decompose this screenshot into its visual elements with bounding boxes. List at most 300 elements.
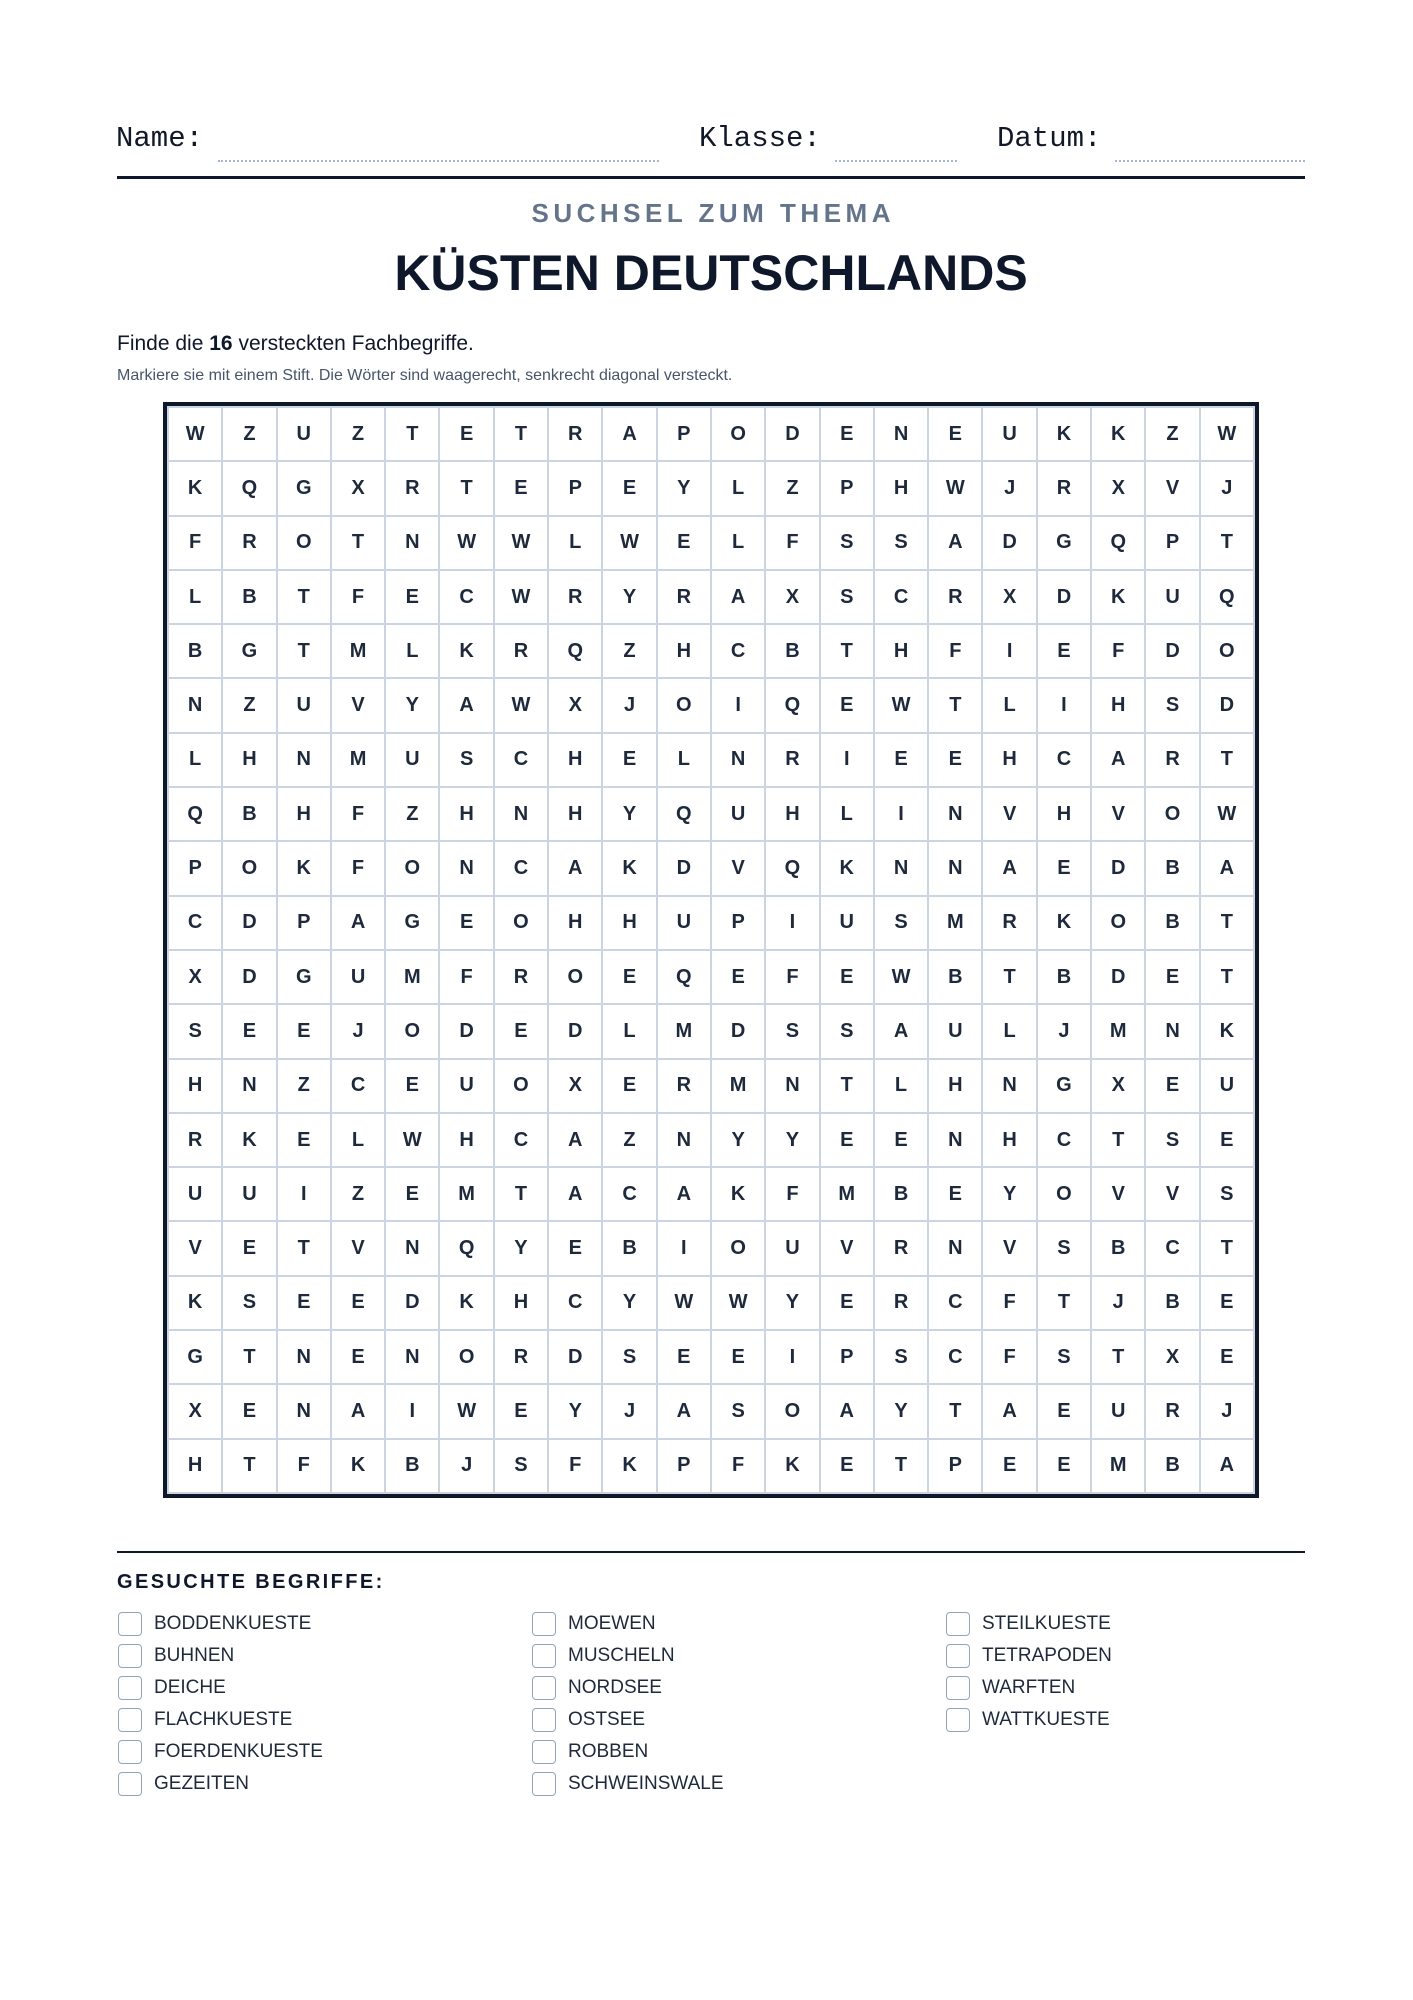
- grid-cell: B: [1038, 951, 1090, 1003]
- grid-cell: N: [929, 1114, 981, 1166]
- grid-cell: E: [1038, 842, 1090, 894]
- name-field[interactable]: [218, 158, 659, 162]
- word-label: MOEWEN: [568, 1613, 656, 1634]
- grid-cell: J: [1038, 1005, 1090, 1057]
- grid-cell: N: [929, 1222, 981, 1274]
- grid-cell: O: [386, 1005, 438, 1057]
- grid-cell: I: [712, 679, 764, 731]
- grid-cell: I: [658, 1222, 710, 1274]
- grid-cell: R: [983, 897, 1035, 949]
- grid-cell: A: [549, 1168, 601, 1220]
- grid-cell: E: [875, 1114, 927, 1166]
- word-list-divider: [117, 1551, 1305, 1553]
- grid-cell: H: [766, 788, 818, 840]
- grid-cell: D: [386, 1277, 438, 1329]
- word-list-item: [945, 1608, 1359, 1640]
- grid-cell: Y: [875, 1385, 927, 1437]
- grid-cell: I: [766, 1331, 818, 1383]
- grid-cell: H: [549, 897, 601, 949]
- grid-cell: S: [875, 897, 927, 949]
- grid-cell: H: [549, 734, 601, 786]
- grid-cell: A: [658, 1168, 710, 1220]
- grid-cell: T: [495, 1168, 547, 1220]
- grid-cell: M: [332, 625, 384, 677]
- word-label: GEZEITEN: [154, 1773, 250, 1794]
- grid-cell: C: [875, 571, 927, 623]
- grid-cell: H: [929, 1060, 981, 1112]
- word-checkbox[interactable]: [118, 1676, 142, 1700]
- grid-cell: M: [658, 1005, 710, 1057]
- grid-cell: L: [658, 734, 710, 786]
- grid-cell: W: [440, 517, 492, 569]
- word-list-item: [117, 1704, 531, 1736]
- grid-cell: Y: [766, 1277, 818, 1329]
- grid-cell: L: [983, 679, 1035, 731]
- word-checkbox[interactable]: [532, 1740, 556, 1764]
- grid-cell: X: [169, 951, 221, 1003]
- grid-cell: H: [983, 734, 1035, 786]
- grid-cell: Y: [495, 1222, 547, 1274]
- grid-cell: F: [169, 517, 221, 569]
- grid-cell: Y: [712, 1114, 764, 1166]
- grid-cell: F: [1092, 625, 1144, 677]
- grid-cell: F: [929, 625, 981, 677]
- word-label: FLACHKUESTE: [154, 1709, 293, 1730]
- grid-cell: S: [1038, 1222, 1090, 1274]
- grid-cell: L: [712, 517, 764, 569]
- grid-cell: N: [983, 1060, 1035, 1112]
- word-checkbox[interactable]: [118, 1740, 142, 1764]
- name-label: Name:: [116, 122, 204, 155]
- grid-cell: J: [1201, 1385, 1253, 1437]
- grid-cell: T: [386, 408, 438, 460]
- word-list-item: [117, 1672, 531, 1704]
- grid-cell: N: [929, 842, 981, 894]
- grid-cell: B: [223, 788, 275, 840]
- grid-cell: W: [1201, 788, 1253, 840]
- grid-cell: Q: [766, 842, 818, 894]
- grid-cell: S: [223, 1277, 275, 1329]
- grid-cell: U: [278, 408, 330, 460]
- word-checkbox[interactable]: [946, 1676, 970, 1700]
- grid-cell: E: [332, 1277, 384, 1329]
- grid-cell: T: [1201, 517, 1253, 569]
- grid-cell: K: [1038, 408, 1090, 460]
- grid-cell: M: [929, 897, 981, 949]
- word-label: STEILKUESTE: [982, 1613, 1111, 1634]
- grid-cell: D: [1092, 951, 1144, 1003]
- grid-cell: V: [169, 1222, 221, 1274]
- grid-cell: N: [875, 408, 927, 460]
- grid-cell: B: [169, 625, 221, 677]
- word-list-heading: GESUCHTE BEGRIFFE:: [117, 1571, 385, 1593]
- grid-cell: S: [1038, 1331, 1090, 1383]
- grid-cell: E: [821, 679, 873, 731]
- grid-cell: L: [983, 1005, 1035, 1057]
- grid-cell: O: [658, 679, 710, 731]
- grid-cell: J: [1092, 1277, 1144, 1329]
- grid-cell: A: [1201, 1440, 1253, 1492]
- date-label: Datum:: [997, 122, 1102, 155]
- grid-cell: T: [983, 951, 1035, 1003]
- grid-cell: C: [332, 1060, 384, 1112]
- grid-cell: I: [983, 625, 1035, 677]
- word-checkbox[interactable]: [946, 1708, 970, 1732]
- grid-cell: E: [278, 1114, 330, 1166]
- grid-cell: H: [875, 625, 927, 677]
- grid-cell: G: [278, 462, 330, 514]
- instructions-hint: Markiere sie mit einem Stift. Die Wörter sind waagerecht, senkrecht diagonal versteckt.: [117, 367, 733, 384]
- grid-cell: A: [549, 1114, 601, 1166]
- grid-cell: T: [1201, 951, 1253, 1003]
- grid-cell: C: [929, 1331, 981, 1383]
- grid-cell: N: [386, 1331, 438, 1383]
- grid-cell: D: [223, 897, 275, 949]
- grid-cell: Q: [1092, 517, 1144, 569]
- word-list-item: [531, 1704, 945, 1736]
- grid-cell: E: [821, 1440, 873, 1492]
- grid-cell: I: [766, 897, 818, 949]
- grid-cell: H: [440, 1114, 492, 1166]
- grid-cell: T: [1092, 1114, 1144, 1166]
- grid-cell: E: [603, 462, 655, 514]
- grid-cell: E: [332, 1331, 384, 1383]
- grid-cell: U: [169, 1168, 221, 1220]
- grid-cell: R: [386, 462, 438, 514]
- grid-cell: T: [1092, 1331, 1144, 1383]
- grid-cell: Z: [766, 462, 818, 514]
- grid-cell: D: [549, 1331, 601, 1383]
- grid-cell: E: [278, 1277, 330, 1329]
- grid-cell: X: [1092, 462, 1144, 514]
- grid-cell: G: [386, 897, 438, 949]
- grid-cell: O: [495, 897, 547, 949]
- grid-cell: H: [1038, 788, 1090, 840]
- grid-cell: E: [278, 1005, 330, 1057]
- word-checkbox[interactable]: [118, 1708, 142, 1732]
- grid-cell: B: [1146, 897, 1198, 949]
- grid-cell: R: [549, 408, 601, 460]
- grid-cell: K: [332, 1440, 384, 1492]
- grid-cell: I: [821, 734, 873, 786]
- grid-cell: R: [495, 951, 547, 1003]
- grid-cell: Q: [658, 951, 710, 1003]
- grid-cell: Y: [983, 1168, 1035, 1220]
- word-label: TETRAPODEN: [982, 1645, 1112, 1666]
- grid-cell: E: [603, 951, 655, 1003]
- grid-cell: A: [1092, 734, 1144, 786]
- grid-cell: N: [169, 679, 221, 731]
- grid-cell: K: [169, 1277, 221, 1329]
- grid-cell: B: [1146, 842, 1198, 894]
- grid-cell: Y: [549, 1385, 601, 1437]
- grid-cell: H: [983, 1114, 1035, 1166]
- grid-cell: Y: [603, 571, 655, 623]
- word-list-item: [117, 1608, 531, 1640]
- grid-cell: I: [875, 788, 927, 840]
- grid-cell: D: [549, 1005, 601, 1057]
- grid-cell: K: [440, 1277, 492, 1329]
- grid-cell: W: [440, 1385, 492, 1437]
- grid-cell: L: [821, 788, 873, 840]
- grid-cell: A: [332, 897, 384, 949]
- grid-cell: U: [712, 788, 764, 840]
- word-checkbox[interactable]: [532, 1772, 556, 1796]
- grid-cell: W: [386, 1114, 438, 1166]
- grid-cell: R: [1038, 462, 1090, 514]
- grid-cell: D: [440, 1005, 492, 1057]
- grid-cell: R: [1146, 734, 1198, 786]
- grid-cell: U: [1092, 1385, 1144, 1437]
- grid-cell: E: [386, 1060, 438, 1112]
- word-list-item: [945, 1704, 1359, 1736]
- grid-cell: K: [169, 462, 221, 514]
- grid-cell: A: [712, 571, 764, 623]
- grid-cell: S: [875, 517, 927, 569]
- grid-cell: E: [929, 1168, 981, 1220]
- word-list-item: [117, 1768, 531, 1800]
- grid-cell: F: [766, 951, 818, 1003]
- grid-cell: K: [1201, 1005, 1253, 1057]
- grid-cell: O: [712, 408, 764, 460]
- grid-cell: T: [223, 1331, 275, 1383]
- grid-cell: C: [169, 897, 221, 949]
- grid-cell: G: [278, 951, 330, 1003]
- grid-cell: C: [1146, 1222, 1198, 1274]
- grid-cell: C: [929, 1277, 981, 1329]
- grid-cell: Z: [1146, 408, 1198, 460]
- word-list-item: [945, 1640, 1359, 1672]
- grid-cell: F: [549, 1440, 601, 1492]
- grid-cell: E: [495, 462, 547, 514]
- grid-cell: R: [658, 571, 710, 623]
- grid-cell: F: [983, 1331, 1035, 1383]
- grid-cell: A: [603, 408, 655, 460]
- word-checkbox[interactable]: [118, 1612, 142, 1636]
- header-divider: [117, 176, 1305, 179]
- grid-cell: N: [440, 842, 492, 894]
- grid-cell: N: [278, 1331, 330, 1383]
- grid-cell: T: [332, 517, 384, 569]
- grid-cell: E: [223, 1385, 275, 1437]
- grid-cell: X: [1146, 1331, 1198, 1383]
- grid-cell: N: [658, 1114, 710, 1166]
- grid-cell: D: [1146, 625, 1198, 677]
- word-list-item: [531, 1608, 945, 1640]
- grid-cell: S: [766, 1005, 818, 1057]
- grid-cell: K: [821, 842, 873, 894]
- grid-cell: J: [983, 462, 1035, 514]
- grid-cell: E: [821, 1114, 873, 1166]
- class-label: Klasse:: [699, 122, 821, 155]
- grid-cell: B: [1092, 1222, 1144, 1274]
- word-list-item: [945, 1672, 1359, 1704]
- grid-cell: B: [603, 1222, 655, 1274]
- grid-cell: W: [658, 1277, 710, 1329]
- grid-cell: E: [223, 1005, 275, 1057]
- grid-cell: M: [332, 734, 384, 786]
- grid-cell: D: [658, 842, 710, 894]
- grid-cell: T: [929, 679, 981, 731]
- word-list-item: [117, 1736, 531, 1768]
- grid-cell: E: [1201, 1114, 1253, 1166]
- grid-cell: N: [712, 734, 764, 786]
- grid-cell: H: [875, 462, 927, 514]
- grid-cell: D: [1092, 842, 1144, 894]
- grid-cell: E: [549, 1222, 601, 1274]
- grid-cell: E: [603, 1060, 655, 1112]
- grid-cell: A: [658, 1385, 710, 1437]
- grid-cell: E: [1146, 951, 1198, 1003]
- grid-cell: O: [766, 1385, 818, 1437]
- grid-cell: H: [549, 788, 601, 840]
- grid-cell: A: [875, 1005, 927, 1057]
- word-checkbox[interactable]: [118, 1644, 142, 1668]
- word-checkbox[interactable]: [946, 1612, 970, 1636]
- grid-cell: E: [1038, 1385, 1090, 1437]
- word-checkbox[interactable]: [118, 1772, 142, 1796]
- grid-cell: H: [169, 1060, 221, 1112]
- word-checkbox[interactable]: [532, 1708, 556, 1732]
- word-list-item: [531, 1640, 945, 1672]
- grid-cell: W: [495, 517, 547, 569]
- grid-cell: E: [929, 734, 981, 786]
- grid-cell: I: [1038, 679, 1090, 731]
- grid-cell: O: [440, 1331, 492, 1383]
- word-checkbox[interactable]: [532, 1644, 556, 1668]
- grid-cell: W: [712, 1277, 764, 1329]
- grid-cell: J: [1201, 462, 1253, 514]
- grid-cell: E: [440, 897, 492, 949]
- grid-cell: S: [1146, 1114, 1198, 1166]
- grid-cell: M: [440, 1168, 492, 1220]
- grid-cell: N: [766, 1060, 818, 1112]
- worksheet-subtitle: SUCHSEL ZUM THEMA: [531, 198, 895, 228]
- grid-cell: E: [1201, 1277, 1253, 1329]
- grid-cell: C: [712, 625, 764, 677]
- date-field[interactable]: [1115, 158, 1305, 162]
- grid-cell: H: [658, 625, 710, 677]
- class-field[interactable]: [835, 158, 957, 162]
- word-label: WARFTEN: [982, 1677, 1076, 1698]
- grid-cell: Q: [169, 788, 221, 840]
- instructions-intro: [117, 331, 474, 357]
- grid-cell: T: [1038, 1277, 1090, 1329]
- grid-cell: V: [1092, 1168, 1144, 1220]
- grid-cell: S: [603, 1331, 655, 1383]
- grid-cell: E: [821, 1277, 873, 1329]
- grid-cell: B: [766, 625, 818, 677]
- word-label: ROBBEN: [568, 1741, 649, 1762]
- grid-cell: Y: [766, 1114, 818, 1166]
- grid-cell: D: [766, 408, 818, 460]
- grid-cell: A: [549, 842, 601, 894]
- grid-cell: S: [169, 1005, 221, 1057]
- grid-cell: E: [1038, 625, 1090, 677]
- grid-cell: S: [821, 1005, 873, 1057]
- grid-cell: E: [875, 734, 927, 786]
- grid-cell: R: [875, 1277, 927, 1329]
- grid-cell: X: [1092, 1060, 1144, 1112]
- grid-cell: J: [440, 1440, 492, 1492]
- grid-cell: R: [495, 1331, 547, 1383]
- grid-cell: X: [169, 1385, 221, 1437]
- word-checkbox[interactable]: [532, 1612, 556, 1636]
- grid-cell: P: [821, 462, 873, 514]
- grid-cell: T: [821, 625, 873, 677]
- grid-cell: G: [223, 625, 275, 677]
- grid-cell: F: [983, 1277, 1035, 1329]
- word-list-item: [531, 1768, 945, 1800]
- word-checkbox[interactable]: [532, 1676, 556, 1700]
- grid-cell: U: [983, 408, 1035, 460]
- grid-cell: E: [440, 408, 492, 460]
- grid-cell: E: [495, 1385, 547, 1437]
- grid-cell: Y: [603, 788, 655, 840]
- grid-cell: W: [495, 571, 547, 623]
- grid-cell: W: [603, 517, 655, 569]
- grid-cell: S: [821, 517, 873, 569]
- grid-cell: O: [1146, 788, 1198, 840]
- grid-cell: V: [1092, 788, 1144, 840]
- grid-cell: D: [983, 517, 1035, 569]
- grid-cell: U: [332, 951, 384, 1003]
- grid-cell: E: [983, 1440, 1035, 1492]
- word-list-item: [531, 1672, 945, 1704]
- word-list-item: [531, 1736, 945, 1768]
- grid-cell: T: [875, 1440, 927, 1492]
- grid-cell: Y: [658, 462, 710, 514]
- grid-cell: P: [929, 1440, 981, 1492]
- grid-cell: U: [1146, 571, 1198, 623]
- grid-cell: D: [1038, 571, 1090, 623]
- grid-cell: K: [1092, 408, 1144, 460]
- grid-cell: K: [712, 1168, 764, 1220]
- grid-cell: A: [983, 842, 1035, 894]
- word-label: BUHNEN: [154, 1645, 235, 1666]
- word-label: DEICHE: [154, 1677, 226, 1698]
- grid-cell: A: [1201, 842, 1253, 894]
- grid-cell: G: [1038, 517, 1090, 569]
- grid-cell: O: [278, 517, 330, 569]
- grid-cell: N: [875, 842, 927, 894]
- grid-cell: P: [821, 1331, 873, 1383]
- grid-cell: Z: [603, 625, 655, 677]
- grid-cell: B: [875, 1168, 927, 1220]
- grid-cell: N: [278, 1385, 330, 1437]
- grid-cell: O: [495, 1060, 547, 1112]
- grid-cell: R: [549, 571, 601, 623]
- intro-prefix: Finde die: [117, 332, 204, 355]
- word-label: WATTKUESTE: [982, 1709, 1110, 1730]
- grid-cell: Z: [386, 788, 438, 840]
- word-list: [117, 1608, 1359, 1800]
- grid-cell: E: [712, 951, 764, 1003]
- grid-cell: E: [712, 1331, 764, 1383]
- grid-cell: S: [1201, 1168, 1253, 1220]
- grid-cell: E: [929, 408, 981, 460]
- grid-cell: E: [658, 517, 710, 569]
- grid-cell: P: [169, 842, 221, 894]
- grid-cell: P: [658, 408, 710, 460]
- grid-cell: K: [603, 1440, 655, 1492]
- word-checkbox[interactable]: [946, 1644, 970, 1668]
- grid-cell: V: [332, 679, 384, 731]
- grid-cell: F: [332, 788, 384, 840]
- grid-cell: U: [929, 1005, 981, 1057]
- word-label: NORDSEE: [568, 1677, 662, 1698]
- grid-cell: K: [440, 625, 492, 677]
